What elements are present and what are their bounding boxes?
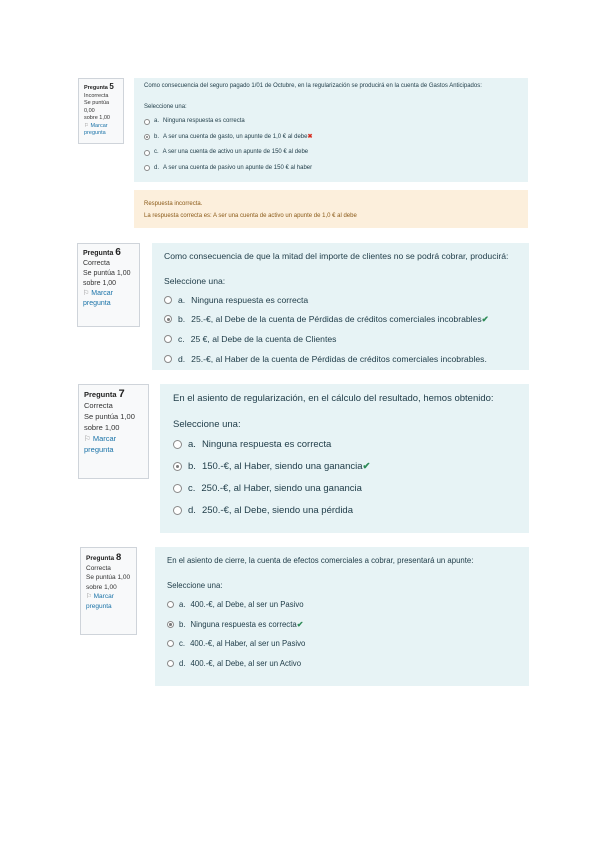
option-letter: a.: [178, 294, 186, 305]
option-text: 400.-€, al Haber, al ser un Pasivo: [190, 639, 306, 649]
flag-icon: ⚐: [83, 290, 90, 297]
feedback-correct-answer: La respuesta correcta es: A ser una cuenta de activo un apunte de 1,0 € al debe: [144, 213, 357, 219]
question-number: [83, 248, 134, 259]
radio-button[interactable]: [144, 165, 150, 171]
flag-label: Marcar: [92, 434, 117, 443]
question-grade: Se puntúa 1,00: [86, 574, 131, 581]
question-number-value: 5: [109, 82, 114, 91]
radio-button[interactable]: [164, 296, 172, 304]
question-info: [78, 384, 149, 479]
question-grade: Se puntúa 0,00: [84, 100, 110, 114]
option-letter: a.: [154, 118, 160, 125]
flag-label-line2: pregunta: [83, 300, 111, 307]
question-grade-max: sobre 1,00: [84, 423, 120, 432]
answer-list: [167, 595, 517, 673]
question-status: Correcta: [84, 401, 113, 410]
radio-button[interactable]: [173, 506, 182, 515]
option-text: A ser una cuenta de gasto, un apunte de 1,0 € al debe✖: [163, 133, 313, 140]
answer-option[interactable]: [173, 456, 516, 478]
answer-option[interactable]: [164, 329, 517, 349]
option-text: 25.-€, al Haber de la cuenta de Pérdidas de créditos comerciales incobrables.: [191, 353, 487, 364]
answer-option[interactable]: [144, 130, 518, 146]
answer-option[interactable]: [167, 634, 517, 654]
correct-check-icon: ✔: [362, 461, 371, 473]
flag-question-link[interactable]: [84, 123, 118, 138]
option-letter: a.: [179, 600, 186, 610]
question-grade: Se puntúa 1,00: [84, 412, 135, 421]
option-letter: b.: [188, 461, 196, 473]
question-text: Como consecuencia de que la mitad del importe de clientes no se podrá cobrar, producirá:: [164, 251, 509, 261]
question-status: Correcta: [83, 260, 110, 267]
question-grade-max: sobre 1,00: [84, 115, 110, 121]
incorrect-cross-icon: ✖: [307, 133, 313, 140]
flag-label-line2: pregunta: [84, 445, 114, 454]
question-grade-max: sobre 1,00: [86, 583, 117, 591]
option-text: 25.-€, al Debe de la cuenta de Pérdidas de créditos comerciales incobrables✔: [191, 314, 489, 325]
question-number-value: 6: [115, 247, 121, 258]
option-letter: c.: [154, 149, 159, 156]
flag-question-link[interactable]: [83, 289, 134, 309]
question-number: [84, 389, 143, 400]
feedback-title: Respuesta incorrecta.: [144, 201, 203, 207]
question-content: [134, 78, 528, 182]
flag-label: Marcar: [93, 593, 114, 600]
question-content: [160, 384, 529, 533]
question-number-value: 7: [118, 388, 125, 400]
option-text: Ninguna respuesta es correcta: [191, 294, 309, 305]
option-letter: c.: [188, 482, 196, 494]
correct-check-icon: ✔: [296, 619, 304, 629]
option-text: 400.-€, al Debe, al ser un Pasivo: [190, 600, 304, 610]
question-info: [77, 243, 140, 327]
radio-button[interactable]: [167, 601, 174, 608]
radio-button[interactable]: [164, 315, 172, 323]
correct-check-icon: ✔: [481, 314, 489, 325]
question-label: Pregunta: [84, 85, 108, 91]
answer-prompt: Seleccione una:: [167, 581, 223, 590]
answer-option[interactable]: [167, 654, 517, 674]
radio-button[interactable]: [173, 462, 182, 471]
radio-button[interactable]: [173, 484, 182, 493]
answer-option[interactable]: [167, 615, 517, 635]
question-status: Correcta: [86, 564, 111, 572]
flag-label: Marcar: [90, 122, 108, 129]
answer-option[interactable]: [164, 290, 517, 310]
question-number: [86, 552, 131, 564]
flag-icon: ⚐: [84, 434, 91, 443]
answer-option[interactable]: [164, 310, 517, 330]
question-status: Incorrecta: [84, 92, 109, 99]
option-letter: b.: [179, 619, 186, 629]
option-text: A ser una cuenta de activo un apunte de 150 € al debe: [162, 149, 309, 156]
radio-button[interactable]: [164, 335, 172, 343]
question-label: Pregunta: [84, 390, 117, 399]
answer-option[interactable]: [167, 595, 517, 615]
question-info: [78, 78, 124, 144]
question-label: Pregunta: [83, 250, 114, 257]
flag-label: Marcar: [91, 290, 114, 297]
radio-button[interactable]: [173, 440, 182, 449]
answer-prompt: Seleccione una:: [164, 276, 226, 286]
answer-option[interactable]: [144, 114, 518, 130]
flag-icon: ⚐: [84, 122, 89, 129]
option-letter: d.: [179, 659, 186, 669]
option-text: 150.-€, al Haber, siendo una ganancia✔: [201, 461, 371, 473]
flag-icon: ⚐: [86, 593, 92, 600]
option-text: 250.-€, al Haber, siendo una ganancia: [201, 482, 362, 494]
option-letter: c.: [179, 639, 186, 649]
option-text: 250.-€, al Debe, siendo una pérdida: [201, 504, 353, 516]
question-grade: Se puntúa 1,00: [83, 270, 131, 277]
question-text: Como consecuencia del seguro pagado 1/01 de Octubre, en la regularización se producirá en la cuenta de Gastos Anticipados:: [144, 83, 482, 89]
answer-list: [144, 114, 518, 176]
flag-label-line2: pregunta: [84, 130, 106, 136]
option-letter: d.: [188, 504, 196, 516]
question-number: [84, 83, 118, 93]
answer-feedback: [134, 190, 528, 228]
question-text: En el asiento de cierre, la cuenta de efectos comerciales a cobrar, presentará un apunte:: [167, 556, 474, 565]
flag-question-link[interactable]: [84, 433, 143, 455]
answer-option[interactable]: [144, 161, 518, 177]
answer-option[interactable]: [173, 434, 516, 456]
answer-option[interactable]: [173, 478, 516, 500]
option-letter: d.: [178, 353, 186, 364]
answer-list: [164, 290, 517, 368]
option-text: 400.-€, al Debe, al ser un Activo: [190, 659, 302, 669]
radio-button[interactable]: [144, 119, 150, 125]
question-info: [80, 547, 137, 635]
radio-button[interactable]: [167, 660, 174, 667]
radio-button[interactable]: [144, 134, 150, 140]
option-text: Ninguna respuesta es correcta✔: [190, 619, 304, 629]
flag-question-link[interactable]: [86, 592, 131, 611]
question-text: En el asiento de regularización, en el cálculo del resultado, hemos obtenido:: [173, 393, 494, 404]
question-content: [152, 243, 529, 370]
option-text: Ninguna respuesta es correcta: [201, 439, 332, 451]
answer-option[interactable]: [173, 499, 516, 521]
question-number-value: 8: [115, 551, 122, 562]
answer-option[interactable]: [164, 349, 517, 369]
option-text: 25 €, al Debe de la cuenta de Clientes: [190, 333, 337, 344]
radio-button[interactable]: [164, 355, 172, 363]
radio-button[interactable]: [167, 640, 174, 647]
radio-button[interactable]: [144, 150, 150, 156]
answer-list: [173, 434, 516, 521]
option-text: A ser una cuenta de pasivo un apunte de 150 € al haber: [163, 164, 313, 171]
flag-label-line2: pregunta: [86, 602, 112, 610]
answer-prompt: Seleccione una:: [144, 104, 187, 110]
option-letter: b.: [154, 133, 160, 140]
option-text: Ninguna respuesta es correcta: [163, 118, 245, 125]
option-letter: b.: [178, 314, 186, 325]
question-grade-max: sobre 1,00: [83, 280, 117, 287]
answer-option[interactable]: [144, 145, 518, 161]
answer-prompt: Seleccione una:: [173, 419, 241, 430]
question-label: Pregunta: [86, 555, 115, 562]
option-letter: a.: [188, 439, 196, 451]
radio-button[interactable]: [167, 621, 174, 628]
question-content: [155, 547, 529, 686]
option-letter: c.: [178, 333, 185, 344]
option-letter: d.: [154, 164, 160, 171]
